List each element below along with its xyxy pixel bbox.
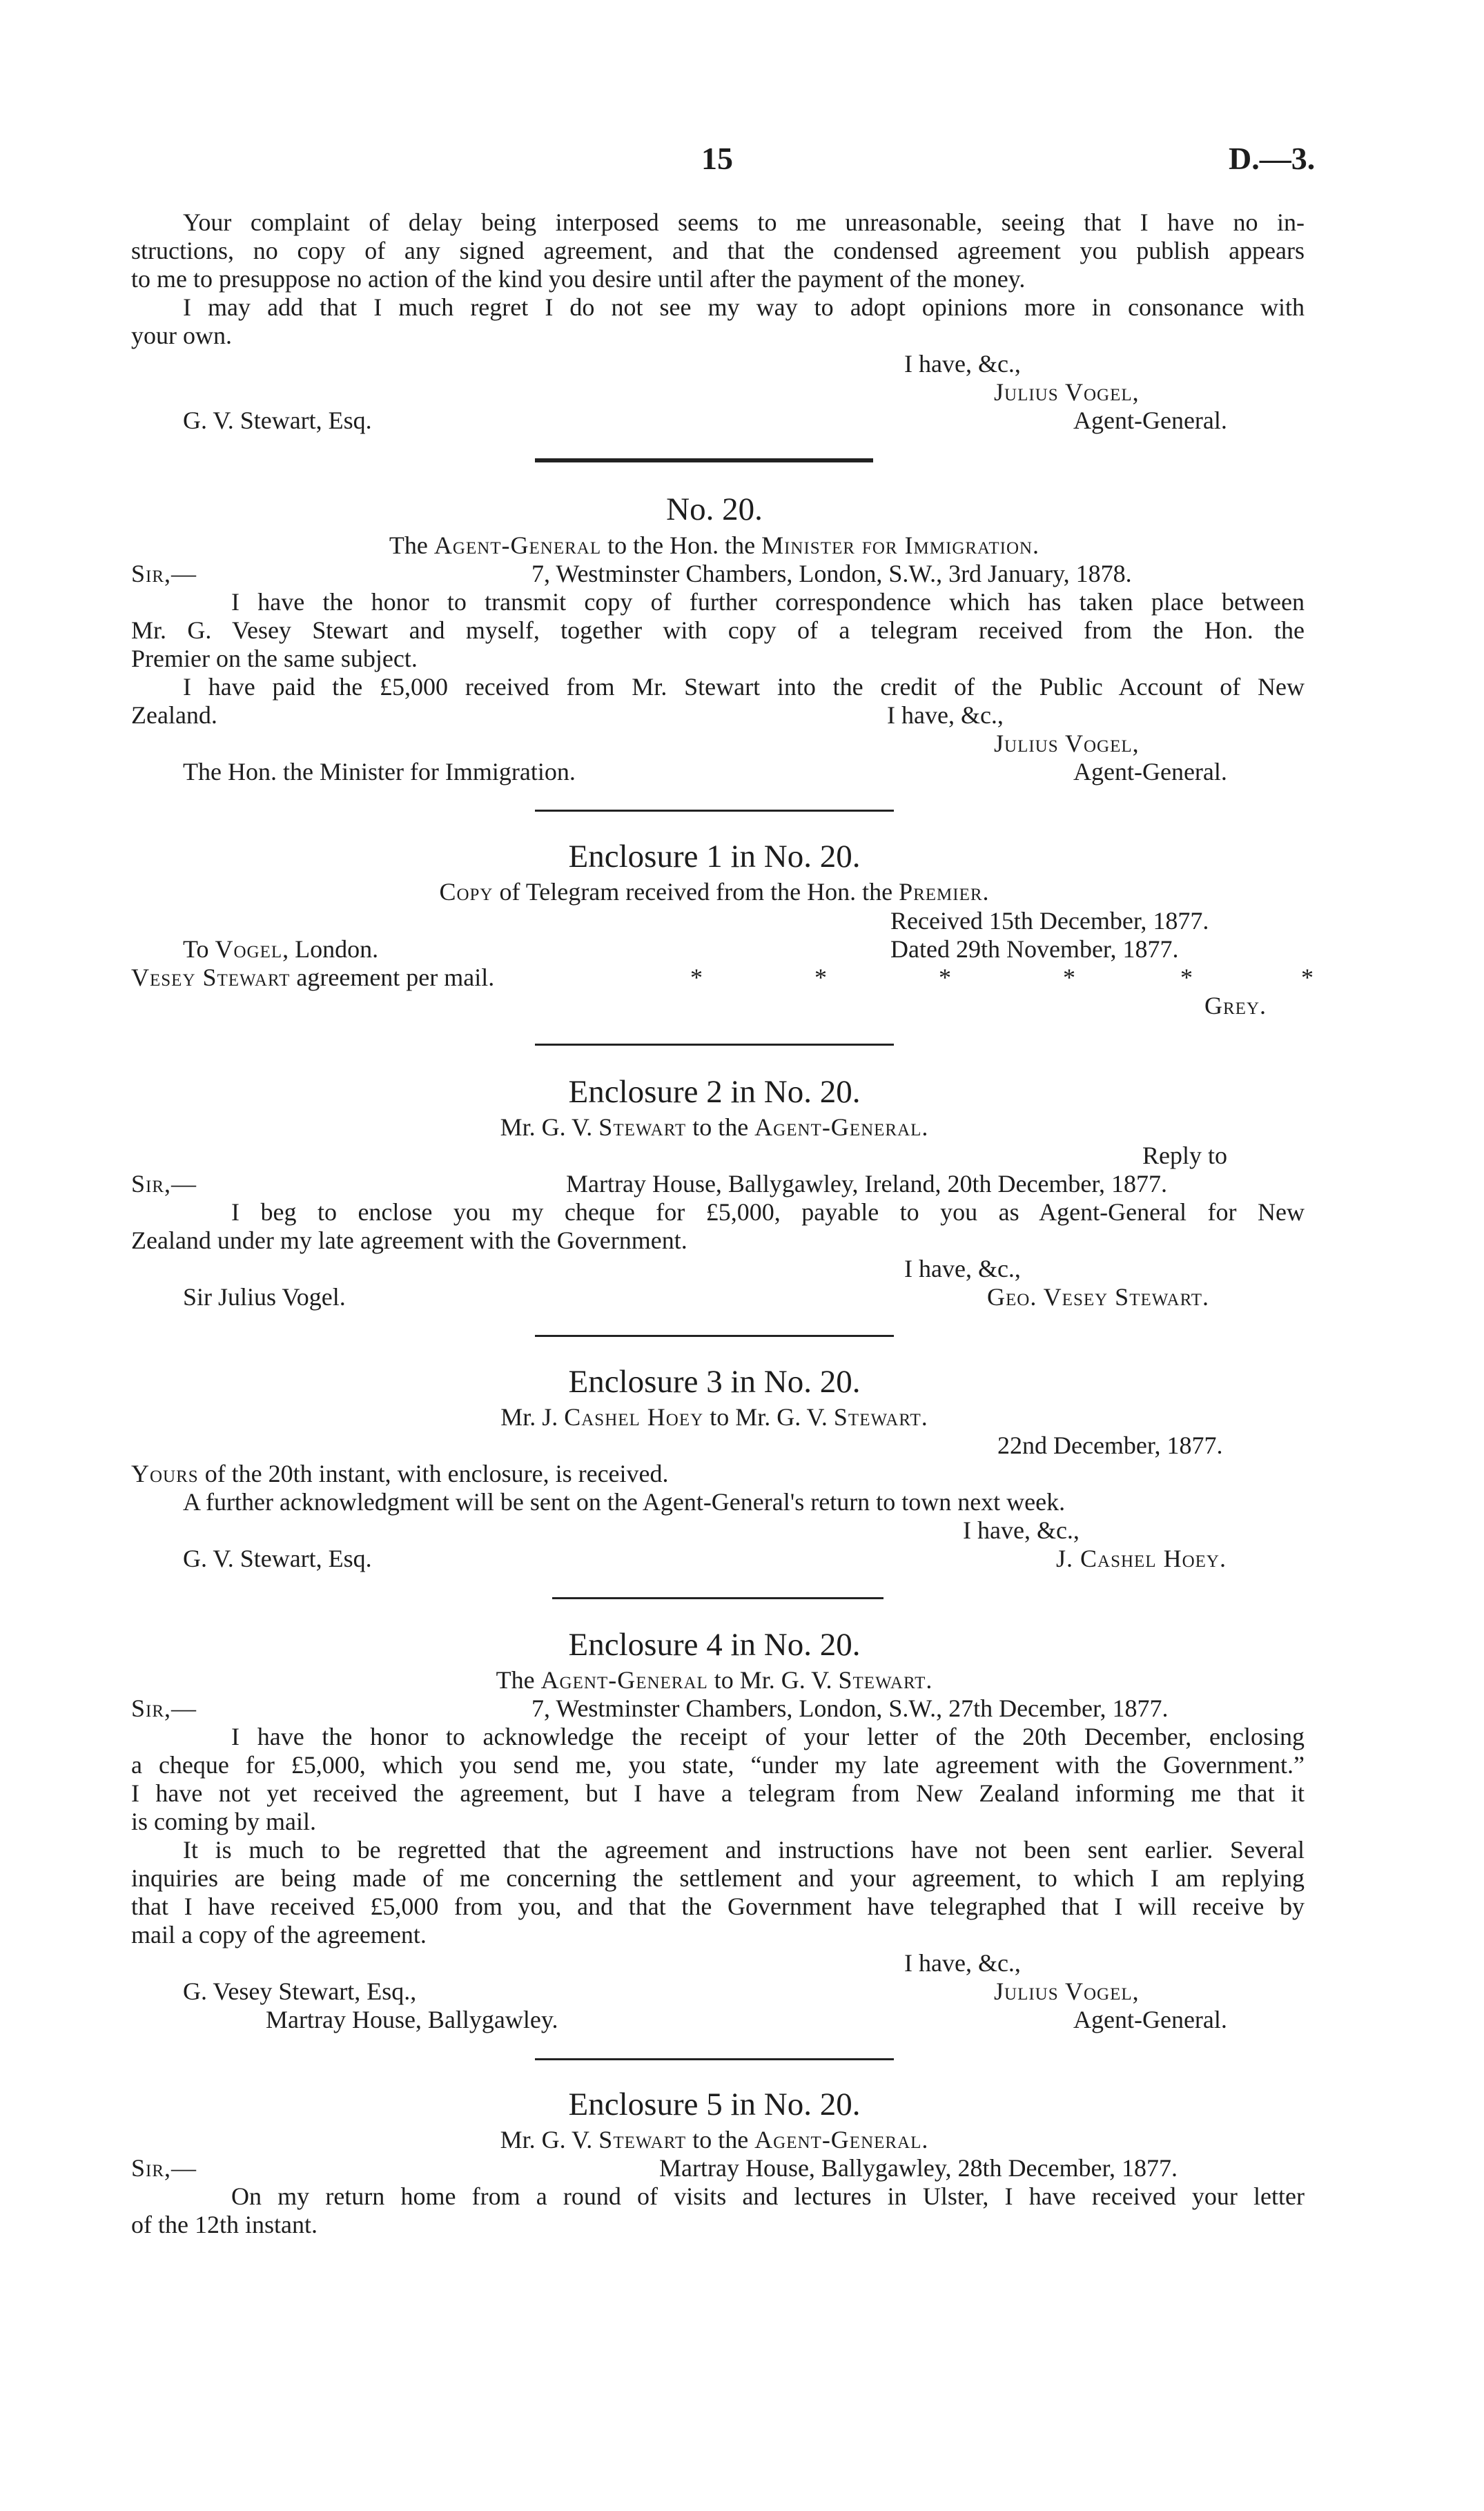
enc1-body-rest: agreement per mail. <box>290 964 495 991</box>
enc4-signer-title: Agent-General. <box>1073 2006 1227 2033</box>
asterisk: * <box>1301 964 1314 991</box>
enc1-to-name: Vogel <box>215 935 283 963</box>
asterisk: * <box>1180 964 1193 991</box>
no20-p1-line1: I have the honor to transmit copy of further correspondence which has taken place between <box>231 588 1305 616</box>
enc1-subheading <box>0 878 1429 906</box>
enc4-p2-line2: inquiries are being made of me concerning the settlement and your agreement, to which I am replying <box>131 1864 1305 1892</box>
enc3-heading: Enclosure 3 in No. 20. <box>568 1364 861 1400</box>
enc4-address: 7, Westminster Chambers, London, S.W., 27th December, 1877. <box>531 1694 1169 1722</box>
document-reference: D.—3. <box>1229 141 1316 176</box>
no20-signature: Julius Vogel, <box>994 730 1140 757</box>
enc4-subheading <box>0 1666 1429 1694</box>
enc2-sub-mid: to the <box>686 1113 755 1141</box>
enc3-sub-pre: Mr. J. <box>500 1403 565 1431</box>
enc3-date: 22nd December, 1877. <box>997 1432 1223 1459</box>
enc2-reply-to: Reply to <box>1142 1142 1227 1169</box>
enc2-p1-line2: Zealand under my late agreement with the Government. <box>131 1227 687 1254</box>
no20-p2-line1: I have paid the £5,000 received from Mr. Stewart into the credit of the Public Account of New <box>183 673 1305 701</box>
enc2-closing: I have, &c., <box>904 1255 1021 1282</box>
enc1-signature: Grey. <box>1204 992 1267 1019</box>
enc2-address: Martray House, Ballygawley, Ireland, 20th December, 1877. <box>566 1170 1167 1198</box>
no20-signer-title: Agent-General. <box>1073 758 1227 785</box>
no20-closing: I have, &c., <box>887 701 1004 729</box>
no20-p1-line2: Mr. G. Vesey Stewart and myself, together with copy of a telegram received from the Hon. the <box>131 616 1305 644</box>
enc4-closing: I have, &c., <box>904 1949 1021 1977</box>
enc3-p1-rest: of the 20th instant, with enclosure, is received. <box>198 1460 669 1487</box>
no20-sub-mid: to the Hon. the <box>601 531 762 559</box>
enc1-sub-copy: Copy <box>439 878 494 906</box>
enc4-sub-pre: The <box>496 1666 541 1694</box>
enc4-sub-from: Agent-General <box>540 1666 708 1694</box>
no20-sub-pre: The <box>389 531 434 559</box>
intro-para1-line1: Your complaint of delay being interposed seems to me unreasonable, seeing that I have no in- <box>183 208 1305 236</box>
enc4-p1-line1: I have the honor to acknowledge the receipt of your letter of the 20th December, enclosing <box>231 1723 1305 1750</box>
no20-address: 7, Westminster Chambers, London, S.W., 3rd January, 1878. <box>531 560 1132 587</box>
intro-addressee: G. V. Stewart, Esq. <box>183 407 372 434</box>
asterisk: * <box>1063 964 1075 991</box>
enc1-heading: Enclosure 1 in No. 20. <box>568 839 861 875</box>
intro-signature: Julius Vogel, <box>994 378 1140 406</box>
enc3-p1 <box>131 1460 669 1487</box>
enc4-p2-line3: that I have received £5,000 from you, and that the Government have telegraphed that I will receive by <box>131 1893 1305 1920</box>
enc4-p2-line4: mail a copy of the agreement. <box>131 1921 427 1948</box>
enc2-p1-line1: I beg to enclose you my cheque for £5,000, payable to you as Agent-General for New <box>231 1198 1305 1226</box>
enc2-sub-to: Agent-General. <box>754 1113 929 1141</box>
enc5-sub-to: Agent-General. <box>754 2126 929 2153</box>
no20-p2-line2: Zealand. <box>131 701 217 729</box>
enc4-sub-mid: to Mr. G. V. <box>707 1666 839 1694</box>
enc1-to-post: , London. <box>282 935 379 963</box>
enc4-salutation: Sir,— <box>131 1694 197 1722</box>
enc4-p2-line1: It is much to be regretted that the agreement and instructions have not been sent earlier. Several <box>183 1836 1305 1864</box>
page-number: 15 <box>701 141 733 176</box>
enc3-p1-yours: Yours <box>131 1460 199 1487</box>
no20-sub-to: Minister for Immigration. <box>761 531 1040 559</box>
enc2-salutation: Sir,— <box>131 1170 197 1198</box>
enc5-p1-line2: of the 12th instant. <box>131 2211 318 2238</box>
enc3-signature: J. Cashel Hoey. <box>1056 1545 1227 1572</box>
enc2-signature: Geo. Vesey Stewart. <box>987 1283 1210 1311</box>
enc4-p1-line2: a cheque for £5,000, which you send me, you state, “under my late agreement with the Government.” <box>131 1751 1305 1779</box>
intro-para2-line2: your own. <box>131 322 232 349</box>
enc5-p1-line1: On my return home from a round of visits and lectures in Ulster, I have received your letter <box>231 2182 1305 2210</box>
no20-heading: No. 20. <box>666 491 763 527</box>
enc3-closing: I have, &c., <box>963 1516 1080 1544</box>
enc2-heading: Enclosure 2 in No. 20. <box>568 1074 861 1110</box>
intro-closing: I have, &c., <box>904 350 1021 378</box>
enc4-p1-line4: is coming by mail. <box>131 1808 316 1835</box>
no20-addressee: The Hon. the Minister for Immigration. <box>183 758 576 785</box>
enc3-sub-to: Stewart. <box>833 1403 928 1431</box>
asterisk: * <box>814 964 827 991</box>
intro-signer-title: Agent-General. <box>1073 407 1227 434</box>
enc4-addressee-line2: Martray House, Ballygawley. <box>266 2006 558 2033</box>
enc5-sub-pre: Mr. G. V. <box>500 2126 599 2153</box>
asterisk: * <box>939 964 951 991</box>
enc5-sub-mid: to the <box>686 2126 755 2153</box>
no20-p1-line3: Premier on the same subject. <box>131 645 418 672</box>
section-divider <box>535 810 894 812</box>
enc1-sub-premier: Premier. <box>899 878 990 906</box>
enc5-sub-from: Stewart <box>598 2126 687 2153</box>
enc2-addressee: Sir Julius Vogel. <box>183 1283 346 1311</box>
enc1-body <box>131 964 494 991</box>
enc5-address: Martray House, Ballygawley, 28th December, 1877. <box>659 2154 1178 2182</box>
enc3-sub-mid: to Mr. G. V. <box>703 1403 834 1431</box>
enc2-sub-from: Stewart <box>598 1113 687 1141</box>
no20-salutation: Sir,— <box>131 560 197 587</box>
enc1-to-pre: To <box>183 935 215 963</box>
enc3-subheading <box>0 1403 1429 1431</box>
section-divider <box>535 1335 894 1337</box>
enc5-subheading <box>0 2126 1429 2153</box>
intro-para1-line3: to me to presuppose no action of the kind you desire until after the payment of the money. <box>131 265 1026 293</box>
enc1-body-name: Vesey Stewart <box>131 964 291 991</box>
intro-para1-line2: structions, no copy of any signed agreement, and that the condensed agreement you publish appears <box>131 237 1305 264</box>
enc1-sub-mid: of Telegram received from the Hon. the <box>493 878 899 906</box>
enc4-heading: Enclosure 4 in No. 20. <box>568 1627 861 1663</box>
enc4-addressee-line1: G. Vesey Stewart, Esq., <box>183 1977 417 2005</box>
enc2-subheading <box>0 1113 1429 1141</box>
enc1-received: Received 15th December, 1877. <box>890 907 1209 935</box>
enc1-to-line <box>183 935 378 963</box>
enc3-p2: A further acknowledgment will be sent on the Agent-General's return to town next week. <box>183 1488 1066 1516</box>
section-divider <box>535 1044 894 1046</box>
section-divider <box>535 458 873 462</box>
intro-para2-line1: I may add that I much regret I do not see my way to adopt opinions more in consonance with <box>183 293 1305 321</box>
enc4-p1-line3: I have not yet received the agreement, but I have a telegram from New Zealand informing me that it <box>131 1779 1305 1807</box>
no20-sub-from: Agent-General <box>433 531 602 559</box>
section-divider <box>535 2058 894 2060</box>
enc3-sub-from: Cashel Hoey <box>564 1403 704 1431</box>
enc1-dated: Dated 29th November, 1877. <box>890 935 1179 963</box>
asterisk: * <box>690 964 703 991</box>
enc4-signature: Julius Vogel, <box>994 1977 1140 2005</box>
enc5-heading: Enclosure 5 in No. 20. <box>568 2087 861 2122</box>
section-divider <box>552 1597 883 1599</box>
no20-subheading <box>0 531 1429 559</box>
enc5-salutation: Sir,— <box>131 2154 197 2182</box>
enc4-sub-to: Stewart. <box>838 1666 933 1694</box>
enc2-sub-pre: Mr. G. V. <box>500 1113 599 1141</box>
enc3-addressee: G. V. Stewart, Esq. <box>183 1545 372 1572</box>
